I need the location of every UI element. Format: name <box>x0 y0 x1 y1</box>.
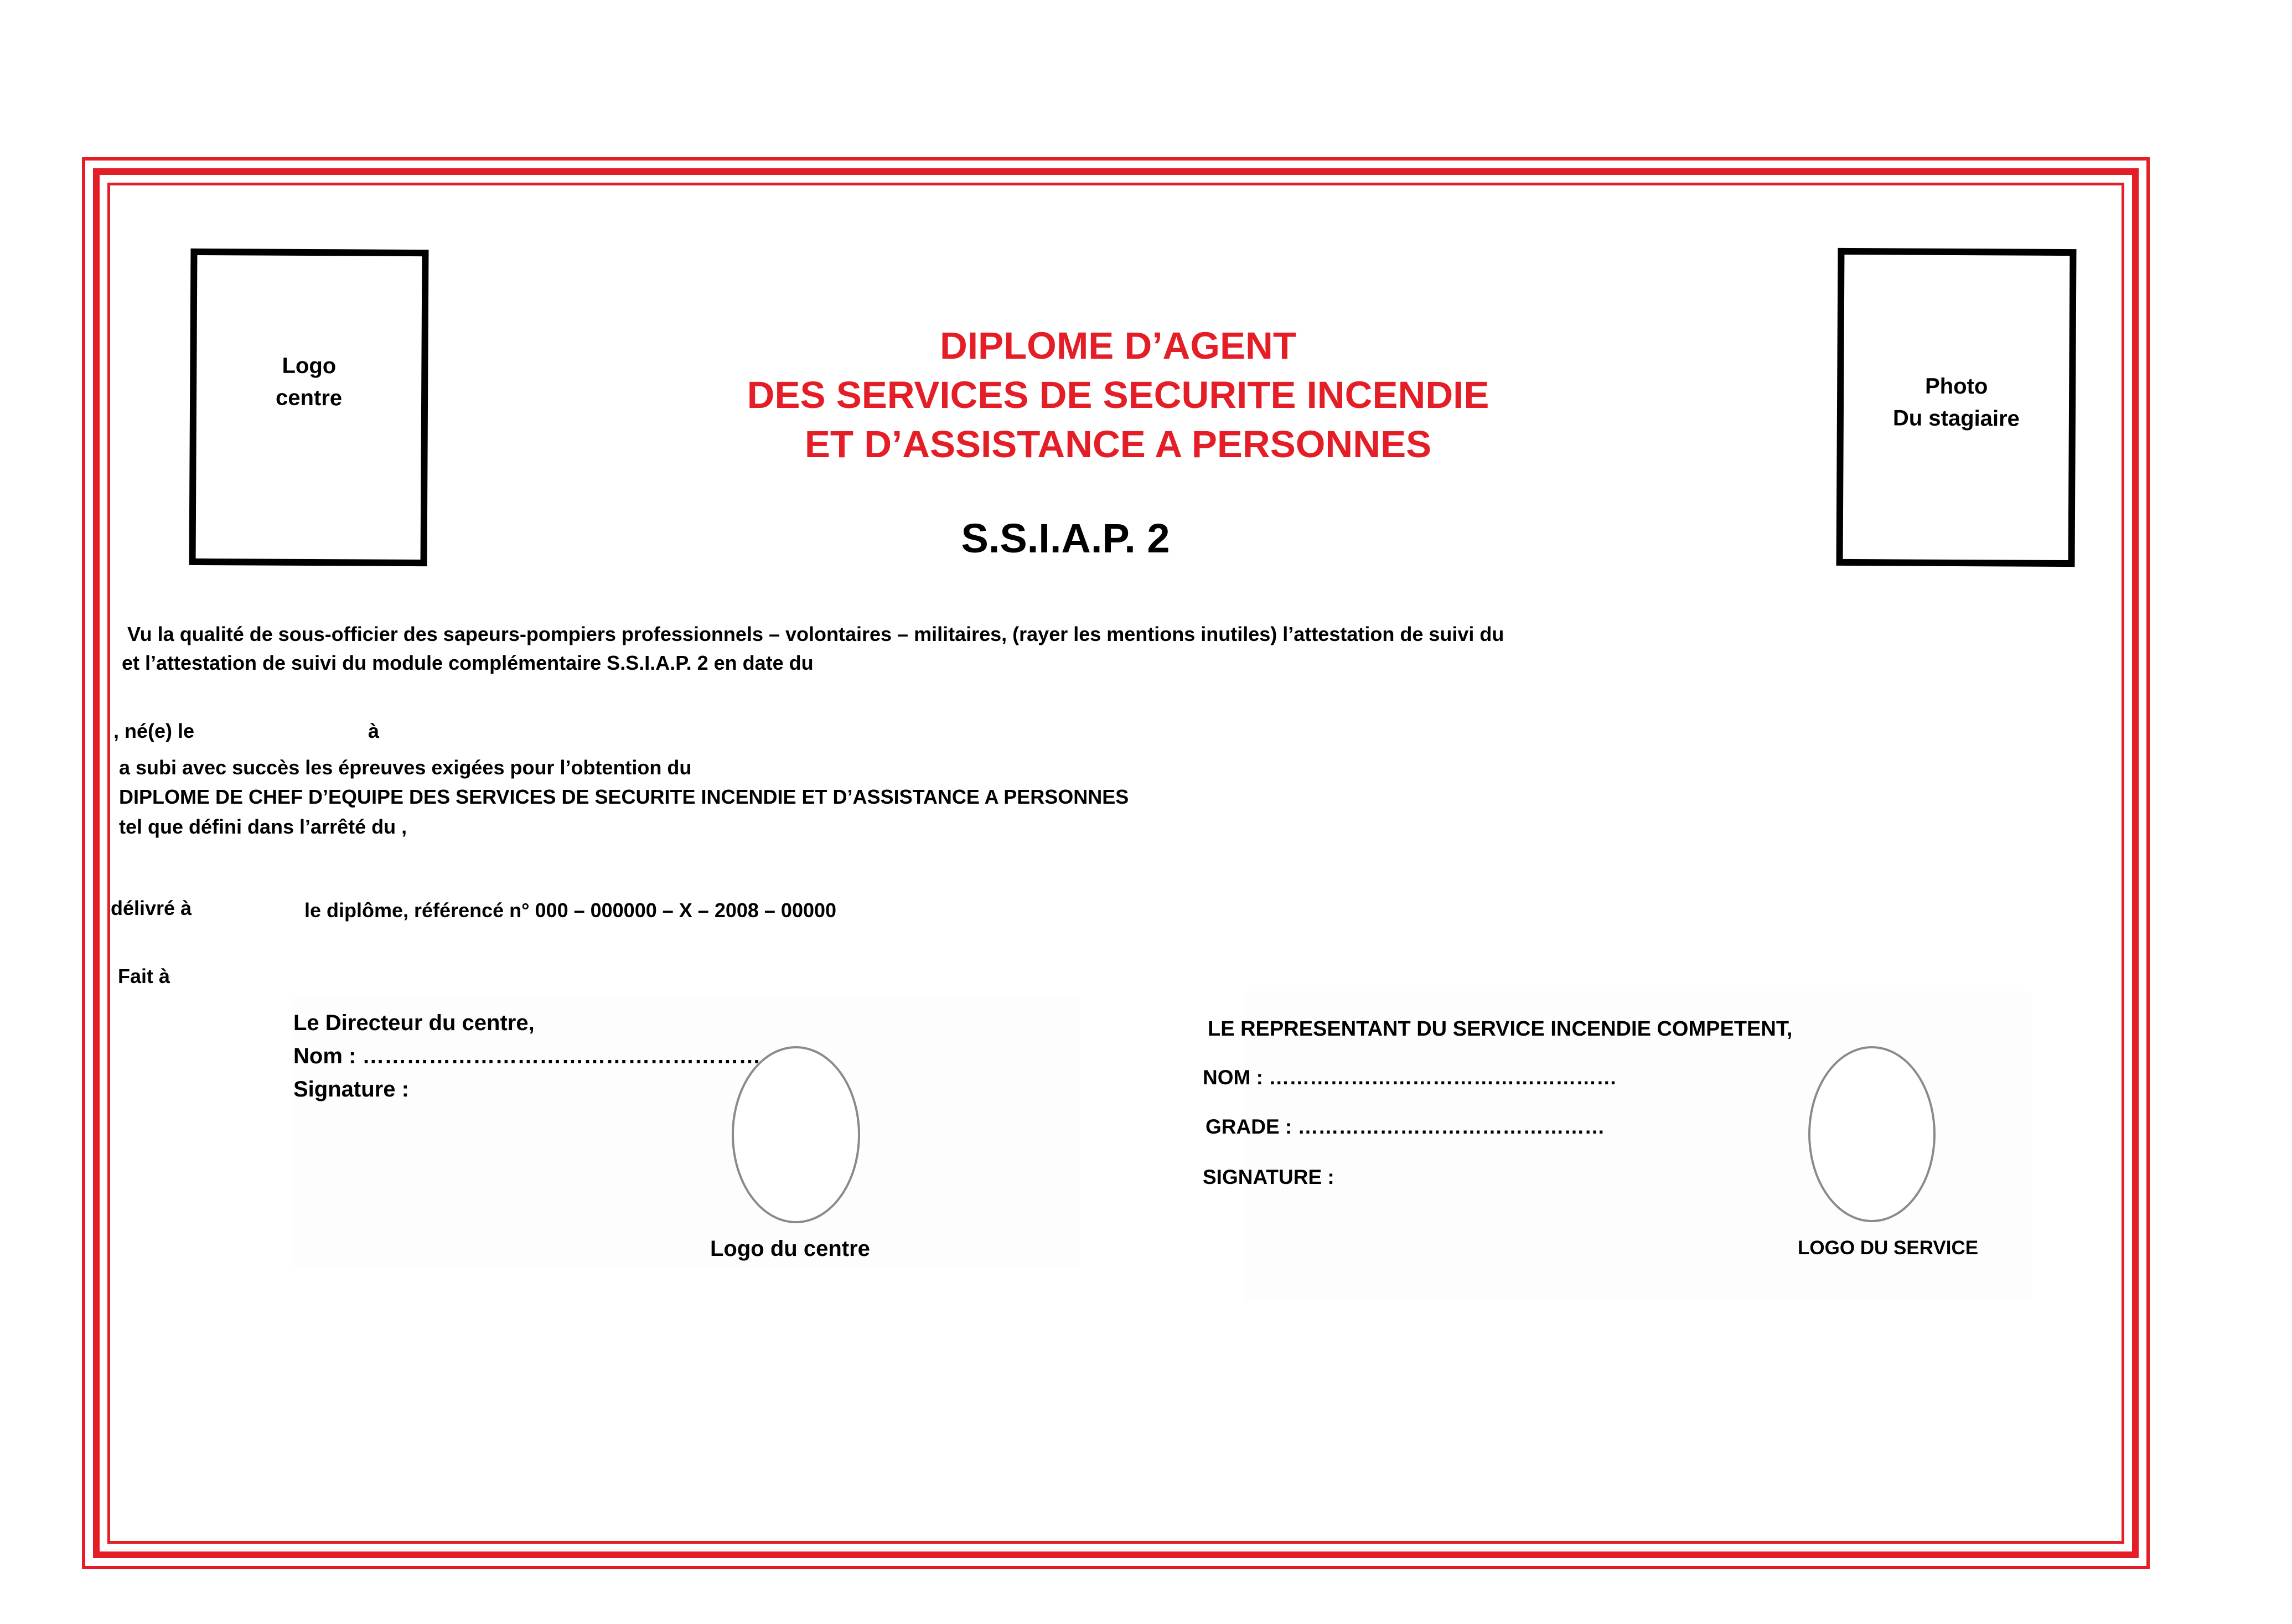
logo-placeholder-label <box>196 349 422 415</box>
service-logo-caption: LOGO DU SERVICE <box>1798 1237 1979 1259</box>
delivered-label: délivré à <box>111 897 192 919</box>
body-line-qualification: Vu la qualité de sous-officier des sapeurs-pompiers professionnels – volontaires – militaires, (rayer les mentions inutiles) l’attestation de suivi du <box>127 623 1504 645</box>
born-label: , né(e) le <box>113 720 195 742</box>
logo-label-line2: centre <box>275 385 343 411</box>
made-at-label: Fait à <box>118 965 170 987</box>
director-name: Nom : ……………………………………………… <box>293 1044 761 1068</box>
photo-label-line2: Du stagiaire <box>1892 406 2020 431</box>
center-logo-caption: Logo du centre <box>710 1237 870 1261</box>
director-title: Le Directeur du centre, <box>293 1011 535 1035</box>
body-line-attestation: et l’attestation de suivi du module complémentaire S.S.I.A.P. 2 en date du <box>122 651 814 674</box>
service-seal-placeholder <box>1808 1046 1936 1222</box>
defined-by-line: tel que défini dans l’arrêté du , <box>119 815 407 838</box>
director-signature-label: Signature : <box>293 1077 409 1101</box>
logo-placeholder-box <box>189 249 429 566</box>
representative-grade: GRADE : ……………………………………… <box>1206 1115 1605 1138</box>
born-at-label: à <box>368 720 380 742</box>
diploma-title-line3: ET D’ASSISTANCE A PERSONNES <box>804 423 1432 466</box>
photo-label-line1: Photo <box>1924 374 1988 399</box>
center-seal-placeholder <box>732 1046 860 1223</box>
representative-name: NOM : …………………………………………… <box>1203 1066 1617 1089</box>
photo-placeholder-label <box>1844 370 2069 435</box>
diploma-name-line: DIPLOME DE CHEF D’EQUIPE DES SERVICES DE SECURITE INCENDIE ET D’ASSISTANCE A PERSONNES <box>119 785 1129 808</box>
representative-signature-label: SIGNATURE : <box>1203 1166 1334 1188</box>
success-line: a subi avec succès les épreuves exigées pour l’obtention du <box>119 756 692 779</box>
photo-placeholder-box <box>1836 248 2077 567</box>
diploma-title-line2: DES SERVICES DE SECURITE INCENDIE <box>747 374 1489 416</box>
diploma-subtitle: S.S.I.A.P. 2 <box>961 515 1170 561</box>
logo-label-line1: Logo <box>282 353 337 379</box>
diploma-title-line1: DIPLOME D’AGENT <box>939 324 1296 367</box>
reference-line: le diplôme, référencé n° 000 – 000000 – X – 2008 – 00000 <box>304 899 837 922</box>
director-stamp-area <box>293 996 1079 1268</box>
representative-title: LE REPRESENTANT DU SERVICE INCENDIE COMPETENT, <box>1208 1017 1793 1041</box>
